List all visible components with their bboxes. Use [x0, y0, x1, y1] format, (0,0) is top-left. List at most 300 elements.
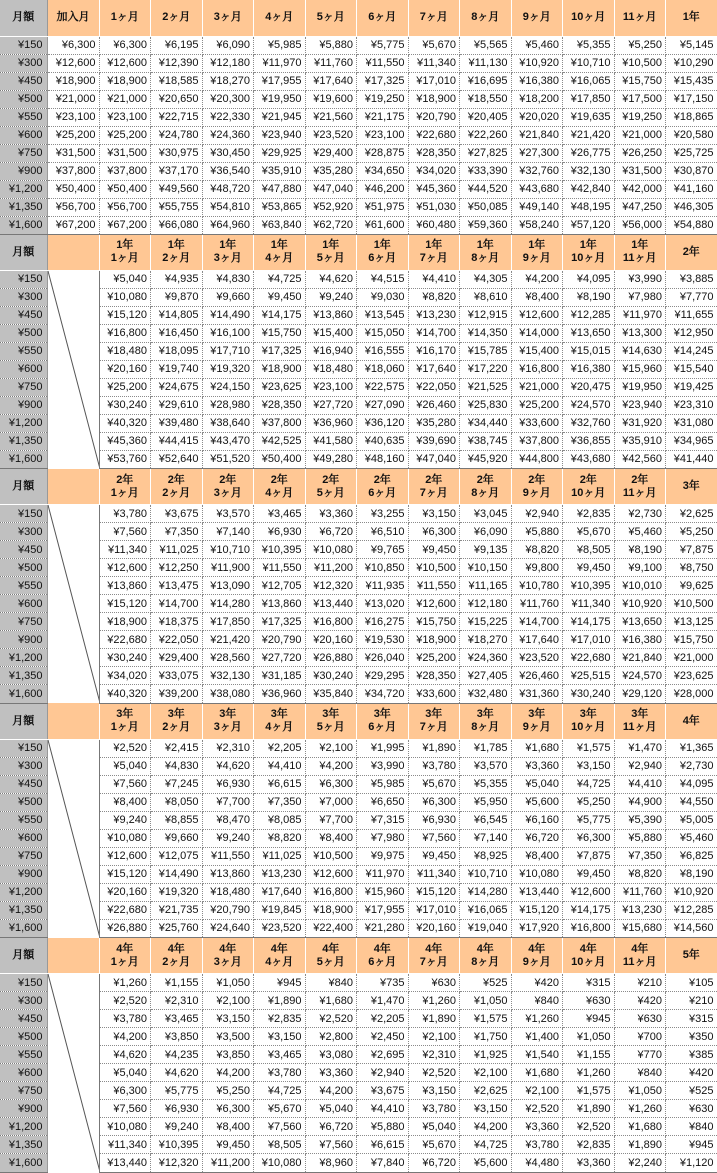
refund-value: ¥22,575: [357, 378, 409, 396]
monthly-amount-label: ¥1,350: [0, 432, 47, 450]
refund-value: ¥50,400: [99, 180, 151, 198]
refund-value: ¥2,520: [408, 1064, 460, 1082]
refund-value: ¥13,475: [151, 577, 203, 595]
table-row: [0, 144, 717, 162]
refund-value: ¥8,505: [563, 541, 615, 559]
column-header: 2年 8ヶ月: [460, 469, 512, 505]
column-header: 4年 11ヶ月: [614, 938, 666, 974]
refund-value: ¥5,880: [511, 523, 563, 541]
column-header: 1年 3ヶ月: [202, 234, 254, 270]
refund-value: ¥47,040: [408, 450, 460, 468]
refund-value: ¥3,150: [460, 1100, 512, 1118]
refund-value: ¥23,520: [511, 649, 563, 667]
column-header: 2ヶ月: [151, 0, 203, 36]
refund-value: ¥2,835: [563, 1136, 615, 1154]
refund-value: ¥5,670: [408, 775, 460, 793]
table-row: [0, 541, 717, 559]
refund-value: ¥735: [357, 974, 409, 992]
refund-value: ¥14,560: [666, 919, 717, 937]
refund-value: ¥10,080: [254, 1154, 306, 1172]
column-header: 5年: [666, 938, 717, 974]
refund-value: ¥6,615: [357, 1136, 409, 1154]
refund-value: ¥28,980: [202, 396, 254, 414]
refund-value: ¥19,845: [254, 901, 306, 919]
column-header: 4年 10ヶ月: [563, 938, 615, 974]
refund-value: ¥5,600: [511, 793, 563, 811]
refund-value: ¥30,240: [563, 685, 615, 703]
column-header: 4年 7ヶ月: [408, 938, 460, 974]
refund-value: ¥1,575: [563, 739, 615, 757]
refund-value: ¥3,990: [614, 270, 666, 288]
refund-value: ¥5,775: [357, 36, 409, 54]
refund-value: ¥27,720: [305, 396, 357, 414]
refund-value: ¥4,620: [99, 1046, 151, 1064]
refund-value: ¥1,050: [460, 992, 512, 1010]
refund-value: ¥11,550: [357, 54, 409, 72]
refund-value: ¥15,400: [511, 342, 563, 360]
refund-value: ¥8,820: [408, 288, 460, 306]
refund-value: ¥7,560: [408, 829, 460, 847]
refund-value: ¥8,820: [511, 541, 563, 559]
refund-value: ¥7,140: [460, 829, 512, 847]
refund-value: ¥210: [666, 992, 717, 1010]
refund-value: ¥24,360: [202, 126, 254, 144]
refund-value: ¥52,640: [151, 450, 203, 468]
refund-value: ¥21,840: [614, 649, 666, 667]
table-row: [0, 288, 717, 306]
column-header-empty: [47, 703, 99, 739]
refund-value: ¥5,040: [99, 270, 151, 288]
refund-value: ¥4,725: [563, 775, 615, 793]
table-row: [0, 378, 717, 396]
refund-value: ¥3,150: [563, 757, 615, 775]
refund-value: ¥525: [666, 1082, 717, 1100]
refund-value: ¥18,900: [408, 90, 460, 108]
monthly-amount-label: ¥900: [0, 1100, 47, 1118]
refund-value: ¥3,360: [563, 1154, 615, 1172]
refund-value: ¥2,625: [460, 1082, 512, 1100]
refund-value: ¥8,050: [151, 793, 203, 811]
refund-value: ¥18,095: [151, 342, 203, 360]
monthly-amount-label: ¥450: [0, 72, 47, 90]
refund-value: ¥2,520: [511, 1100, 563, 1118]
refund-value: ¥36,960: [254, 685, 306, 703]
refund-value: ¥2,520: [99, 992, 151, 1010]
refund-value: ¥33,075: [151, 667, 203, 685]
refund-value: ¥4,515: [357, 270, 409, 288]
refund-value: ¥385: [666, 1046, 717, 1064]
monthly-amount-label: ¥150: [0, 36, 47, 54]
column-header-empty: [47, 938, 99, 974]
column-header: 3年 5ヶ月: [305, 703, 357, 739]
refund-value: ¥21,525: [460, 378, 512, 396]
column-header: 1年 7ヶ月: [408, 234, 460, 270]
refund-value: ¥36,540: [202, 162, 254, 180]
refund-value: ¥19,250: [614, 108, 666, 126]
refund-value: ¥16,380: [614, 631, 666, 649]
refund-value: ¥12,285: [666, 901, 717, 919]
table-row: [0, 685, 717, 703]
monthly-amount-label: ¥1,600: [0, 919, 47, 937]
table-row: [0, 974, 717, 992]
refund-value: ¥10,500: [408, 559, 460, 577]
refund-value: ¥11,340: [99, 541, 151, 559]
refund-value: ¥6,090: [202, 36, 254, 54]
refund-value: ¥2,625: [666, 505, 717, 523]
column-header: 4年 1ヶ月: [99, 938, 151, 974]
refund-value: ¥19,040: [460, 919, 512, 937]
refund-value: ¥1,120: [666, 1154, 717, 1172]
refund-value: ¥1,995: [357, 739, 409, 757]
refund-value: ¥18,585: [151, 72, 203, 90]
column-header: 3年 8ヶ月: [460, 703, 512, 739]
column-header: 1年 5ヶ月: [305, 234, 357, 270]
refund-value: ¥10,850: [357, 559, 409, 577]
refund-value: ¥16,275: [357, 613, 409, 631]
refund-value: ¥6,720: [511, 829, 563, 847]
refund-value: ¥3,465: [254, 1046, 306, 1064]
refund-value: ¥51,030: [408, 198, 460, 216]
header-label: 月額: [0, 0, 47, 36]
table-row: [0, 36, 717, 54]
refund-value: ¥34,020: [99, 667, 151, 685]
refund-value: ¥4,200: [202, 1064, 254, 1082]
refund-value: ¥21,175: [357, 108, 409, 126]
refund-value: ¥6,300: [202, 1100, 254, 1118]
refund-value: ¥30,870: [666, 162, 717, 180]
monthly-amount-label: ¥500: [0, 1028, 47, 1046]
refund-value: ¥4,725: [254, 270, 306, 288]
refund-value: ¥1,890: [614, 1136, 666, 1154]
table-row: [0, 1028, 717, 1046]
refund-value: ¥15,750: [254, 324, 306, 342]
refund-value: ¥11,130: [460, 54, 512, 72]
refund-value: ¥1,575: [563, 1082, 615, 1100]
refund-value: ¥11,655: [666, 306, 717, 324]
refund-value: ¥29,120: [614, 685, 666, 703]
monthly-amount-label: ¥300: [0, 54, 47, 72]
refund-value: ¥8,820: [254, 829, 306, 847]
refund-value: ¥41,440: [666, 450, 717, 468]
refund-value: ¥22,680: [563, 649, 615, 667]
refund-value: ¥28,350: [254, 396, 306, 414]
column-header: 3年 6ヶ月: [357, 703, 409, 739]
refund-value: ¥5,040: [99, 1064, 151, 1082]
table-row: [0, 360, 717, 378]
refund-value: ¥21,280: [357, 919, 409, 937]
refund-value: ¥10,395: [151, 1136, 203, 1154]
refund-value: ¥28,350: [408, 144, 460, 162]
column-header: 2年 2ヶ月: [151, 469, 203, 505]
refund-value: ¥18,200: [511, 90, 563, 108]
refund-value: ¥525: [460, 974, 512, 992]
column-header-empty: [47, 234, 99, 270]
refund-value: ¥20,790: [202, 901, 254, 919]
monthly-amount-label: ¥300: [0, 523, 47, 541]
refund-value: ¥6,300: [563, 829, 615, 847]
refund-value: ¥1,470: [357, 992, 409, 1010]
refund-value: ¥6,650: [357, 793, 409, 811]
refund-value: ¥15,750: [614, 72, 666, 90]
refund-value: ¥16,065: [563, 72, 615, 90]
refund-value: ¥20,160: [408, 919, 460, 937]
refund-value: ¥5,040: [99, 757, 151, 775]
column-header: 3年 2ヶ月: [151, 703, 203, 739]
monthly-amount-label: ¥1,200: [0, 1118, 47, 1136]
refund-value: ¥350: [666, 1028, 717, 1046]
table-row: [0, 414, 717, 432]
column-header: 4年 6ヶ月: [357, 938, 409, 974]
refund-value: ¥14,000: [511, 324, 563, 342]
refund-value: ¥2,415: [151, 739, 203, 757]
refund-value: ¥2,240: [614, 1154, 666, 1172]
table-row: [0, 811, 717, 829]
refund-value: ¥7,560: [99, 1100, 151, 1118]
refund-value: ¥16,800: [511, 360, 563, 378]
refund-value: ¥17,220: [460, 360, 512, 378]
header-row: [0, 703, 717, 739]
refund-value: ¥19,425: [666, 378, 717, 396]
refund-value: ¥38,080: [202, 685, 254, 703]
refund-value: ¥17,010: [408, 901, 460, 919]
table-row: [0, 793, 717, 811]
refund-value: ¥17,500: [614, 90, 666, 108]
refund-value: ¥2,520: [305, 1010, 357, 1028]
refund-value: ¥31,500: [614, 162, 666, 180]
refund-value: ¥18,550: [460, 90, 512, 108]
refund-value: ¥7,315: [357, 811, 409, 829]
refund-value: ¥25,515: [563, 667, 615, 685]
refund-value: ¥19,600: [305, 90, 357, 108]
refund-value: ¥5,005: [666, 811, 717, 829]
refund-value: ¥16,800: [305, 883, 357, 901]
refund-value: ¥17,640: [511, 631, 563, 649]
refund-value: ¥4,200: [460, 1118, 512, 1136]
refund-value: ¥420: [614, 992, 666, 1010]
refund-value: ¥12,915: [460, 306, 512, 324]
table-row: [0, 739, 717, 757]
column-header: 3年 11ヶ月: [614, 703, 666, 739]
refund-value: ¥4,200: [511, 270, 563, 288]
refund-value: ¥5,985: [357, 775, 409, 793]
refund-value: ¥3,150: [202, 1010, 254, 1028]
refund-value: ¥2,100: [305, 739, 357, 757]
refund-value: ¥2,835: [563, 505, 615, 523]
refund-value: ¥13,650: [614, 613, 666, 631]
refund-value: ¥17,850: [202, 613, 254, 631]
refund-value: ¥32,760: [563, 414, 615, 432]
refund-value: ¥23,100: [47, 108, 99, 126]
column-header: 2年 4ヶ月: [254, 469, 306, 505]
refund-value: ¥37,800: [511, 432, 563, 450]
refund-value: ¥38,745: [460, 432, 512, 450]
refund-value: ¥30,240: [99, 649, 151, 667]
column-header: 6ヶ月: [357, 0, 409, 36]
column-header: 2年 9ヶ月: [511, 469, 563, 505]
column-header: 3年 7ヶ月: [408, 703, 460, 739]
monthly-amount-label: ¥1,600: [0, 450, 47, 468]
refund-value: ¥16,695: [460, 72, 512, 90]
refund-value: ¥3,255: [357, 505, 409, 523]
refund-value: ¥2,310: [202, 739, 254, 757]
header-row: [0, 0, 717, 36]
refund-value: ¥3,360: [511, 1118, 563, 1136]
refund-value: ¥26,775: [563, 144, 615, 162]
refund-value: ¥63,840: [254, 216, 306, 234]
diagonal-empty-cell: [47, 505, 99, 704]
refund-value: ¥1,155: [563, 1046, 615, 1064]
refund-value: ¥1,260: [99, 974, 151, 992]
refund-value: ¥2,800: [305, 1028, 357, 1046]
refund-value: ¥21,560: [305, 108, 357, 126]
monthly-amount-label: ¥900: [0, 162, 47, 180]
refund-value: ¥46,305: [666, 198, 717, 216]
refund-value: ¥1,680: [511, 1064, 563, 1082]
refund-value: ¥10,710: [460, 865, 512, 883]
refund-value: ¥1,785: [460, 739, 512, 757]
refund-value: ¥700: [614, 1028, 666, 1046]
refund-value: ¥10,395: [254, 541, 306, 559]
refund-value: ¥12,600: [99, 847, 151, 865]
refund-value: ¥3,780: [99, 505, 151, 523]
refund-value: ¥10,010: [614, 577, 666, 595]
refund-value: ¥19,320: [151, 883, 203, 901]
diagonal-empty-cell: [47, 974, 99, 1173]
refund-value: ¥1,260: [563, 1064, 615, 1082]
column-header: 11ヶ月: [614, 0, 666, 36]
refund-value: ¥420: [666, 1064, 717, 1082]
refund-value: ¥18,900: [99, 613, 151, 631]
refund-value: ¥3,780: [408, 757, 460, 775]
table-row: [0, 595, 717, 613]
refund-value: ¥1,260: [408, 992, 460, 1010]
refund-value: ¥53,865: [254, 198, 306, 216]
refund-value: ¥45,360: [408, 180, 460, 198]
refund-value: ¥2,310: [151, 992, 203, 1010]
column-header: 2年 3ヶ月: [202, 469, 254, 505]
refund-value: ¥48,160: [357, 450, 409, 468]
refund-value: ¥12,600: [563, 883, 615, 901]
column-header: 4年: [666, 703, 717, 739]
refund-value: ¥8,960: [305, 1154, 357, 1172]
refund-value: ¥15,400: [305, 324, 357, 342]
refund-value: ¥12,600: [408, 595, 460, 613]
column-header: 4年 4ヶ月: [254, 938, 306, 974]
refund-value: ¥16,800: [563, 919, 615, 937]
monthly-amount-label: ¥900: [0, 396, 47, 414]
header-row: [0, 234, 717, 270]
refund-value: ¥7,875: [563, 847, 615, 865]
refund-value: ¥6,300: [408, 793, 460, 811]
column-header: 4年 3ヶ月: [202, 938, 254, 974]
refund-value: ¥21,000: [614, 126, 666, 144]
refund-value: ¥17,010: [563, 631, 615, 649]
refund-value: ¥19,950: [254, 90, 306, 108]
column-header: 2年 10ヶ月: [563, 469, 615, 505]
column-header: 1年 2ヶ月: [151, 234, 203, 270]
table-row: [0, 108, 717, 126]
table-row: [0, 90, 717, 108]
column-header: 3年 10ヶ月: [563, 703, 615, 739]
refund-value: ¥62,720: [305, 216, 357, 234]
refund-value: ¥13,650: [563, 324, 615, 342]
refund-value: ¥5,355: [563, 36, 615, 54]
monthly-amount-label: ¥1,350: [0, 198, 47, 216]
refund-value: ¥6,510: [357, 523, 409, 541]
refund-value: ¥6,545: [460, 811, 512, 829]
refund-value: ¥25,200: [408, 649, 460, 667]
refund-value: ¥49,560: [151, 180, 203, 198]
refund-value: ¥9,800: [511, 559, 563, 577]
refund-value: ¥4,620: [202, 757, 254, 775]
refund-value: ¥19,320: [202, 360, 254, 378]
refund-value: ¥12,320: [305, 577, 357, 595]
table-row: [0, 216, 717, 234]
refund-value: ¥5,880: [305, 36, 357, 54]
refund-value: ¥20,475: [563, 378, 615, 396]
refund-value: ¥10,710: [563, 54, 615, 72]
refund-value: ¥8,610: [460, 288, 512, 306]
refund-value: ¥23,520: [254, 919, 306, 937]
refund-value: ¥7,770: [666, 288, 717, 306]
refund-value: ¥7,700: [305, 811, 357, 829]
table-row: [0, 1154, 717, 1172]
monthly-amount-label: ¥500: [0, 90, 47, 108]
refund-value: ¥10,920: [511, 54, 563, 72]
refund-value: ¥3,675: [357, 1082, 409, 1100]
refund-value: ¥44,520: [460, 180, 512, 198]
refund-value: ¥5,950: [460, 793, 512, 811]
refund-value: ¥31,920: [614, 414, 666, 432]
refund-value: ¥14,175: [563, 613, 615, 631]
refund-value: ¥7,245: [151, 775, 203, 793]
refund-value: ¥56,000: [614, 216, 666, 234]
refund-value: ¥1,470: [614, 739, 666, 757]
refund-value: ¥34,965: [666, 432, 717, 450]
refund-value: ¥6,720: [408, 1154, 460, 1172]
refund-value: ¥1,575: [460, 1010, 512, 1028]
refund-value: ¥17,710: [202, 342, 254, 360]
refund-value: ¥14,280: [202, 595, 254, 613]
refund-value: ¥17,325: [254, 342, 306, 360]
refund-value: ¥4,725: [254, 1082, 306, 1100]
refund-value: ¥12,250: [151, 559, 203, 577]
header-label: 月額: [0, 703, 47, 739]
refund-value: ¥11,025: [151, 541, 203, 559]
refund-value: ¥2,730: [614, 505, 666, 523]
refund-value: ¥3,780: [254, 1064, 306, 1082]
column-header: 1ヶ月: [99, 0, 151, 36]
refund-value: ¥5,670: [563, 523, 615, 541]
refund-value: ¥42,525: [254, 432, 306, 450]
refund-value: ¥53,760: [99, 450, 151, 468]
monthly-amount-label: ¥900: [0, 631, 47, 649]
refund-value: ¥14,350: [460, 324, 512, 342]
refund-value: ¥11,550: [202, 847, 254, 865]
table-row: [0, 1136, 717, 1154]
refund-value: ¥22,715: [151, 108, 203, 126]
table-row: [0, 613, 717, 631]
refund-value: ¥15,750: [666, 631, 717, 649]
refund-value: ¥7,350: [614, 847, 666, 865]
monthly-amount-label: ¥450: [0, 1010, 47, 1028]
refund-value: ¥23,100: [305, 378, 357, 396]
refund-value: ¥1,050: [614, 1082, 666, 1100]
column-header: 1年 1ヶ月: [99, 234, 151, 270]
header-label: 月額: [0, 938, 47, 974]
refund-value: ¥10,710: [202, 541, 254, 559]
table-row: [0, 919, 717, 937]
